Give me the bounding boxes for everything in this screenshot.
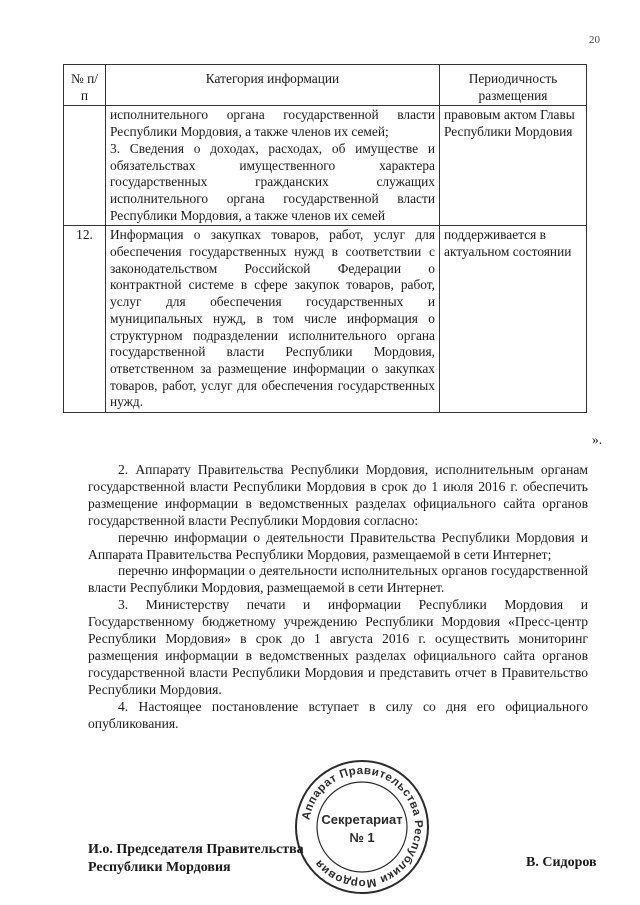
paragraph-2-item-2: перечню информации о деятельности исполнительных органов государственной власти Республики Мордовия, размещаемой в сети Интернет. <box>88 563 588 596</box>
row-category <box>106 106 440 226</box>
row-period: правовым актом Главы Республики Мордовия <box>440 106 587 226</box>
row-num <box>64 106 106 226</box>
table-row <box>64 226 587 413</box>
category-text: исполнительного органа государственной власти Республики Мордовия, а также членов их семей; <box>110 107 435 140</box>
resolution-body <box>88 462 588 733</box>
row-category <box>106 226 440 413</box>
signatory-position-line1: И.о. Председателя Правительства <box>88 842 304 857</box>
seal-stamp <box>293 758 431 896</box>
header-num: № п/п <box>64 65 106 106</box>
paragraph-4: 4. Настоящее постановление вступает в силу со дня его официального опубликования. <box>88 698 588 731</box>
page-number: 20 <box>589 34 600 46</box>
header-period: Периодичность размещения <box>440 65 587 106</box>
header-category: Категория информации <box>106 65 440 106</box>
signatory-name: В. Сидоров <box>526 855 597 870</box>
paragraph-3: 3. Министерству печати и информации Республики Мордовия и Государственному бюджетному учреждению Республики Мордовия «Пресс-центр Республики Мордовия» в срок до 1 августа 2016 г. осуществить мониторинг размещения информации в ведомственных разделах официального сайта органов государственной власти Республики Мордовия и представить отчет в Правительство Республики Мордовия. <box>88 597 588 697</box>
category-text: 3. Сведения о доходах, расходах, об имуществе и обязательствах имущественного характера государственных гражданских служащих исполнительного органа государственной власти Республики Мордовия, а также членов их семей <box>110 140 435 223</box>
category-text: Информация о закупках товаров, работ, услуг для обеспечения государственных нужд в соответствии с законодательством Российской Федерации о контрактной системе в сфере закупок товаров, работ, услуг для обеспечения государственных и муниципальных нужд, в том числе информация о структурном подразделении исполнительного органа государственной власти Республики Мордовия, ответственном за размещение информации о закупках товаров, работ, услуг для обеспечения государственных нужд. <box>110 227 435 410</box>
signatory-position <box>88 841 304 877</box>
paragraph-2: 2. Аппарату Правительства Республики Мордовия, исполнительным органам государственной власти Республики Мордовия в срок до 1 июля 2016 г. обеспечить размещение информации в ведомственных разделах официального сайта органов государственной власти Республики Мордовия согласно: <box>88 462 588 528</box>
stamp-ring-text: Аппарат Правительства Республики Мордовия <box>300 764 425 890</box>
row-period: поддерживается в актуальном состоянии <box>440 226 587 413</box>
paragraph-2-item-1: перечню информации о деятельности Правительства Республики Мордовия и Аппарата Правительства Республики Мордовия, размещаемой в сети Интернет; <box>88 529 588 562</box>
stamp-center-title: Секретариат <box>321 812 403 827</box>
information-table <box>63 64 587 413</box>
row-num: 12. <box>64 226 106 413</box>
signatory-position-line2: Республики Мордовия <box>88 860 231 875</box>
table-header-row <box>64 65 587 106</box>
closing-quote: ». <box>592 432 603 447</box>
table-row <box>64 106 587 226</box>
stamp-center-number: № 1 <box>349 830 375 845</box>
